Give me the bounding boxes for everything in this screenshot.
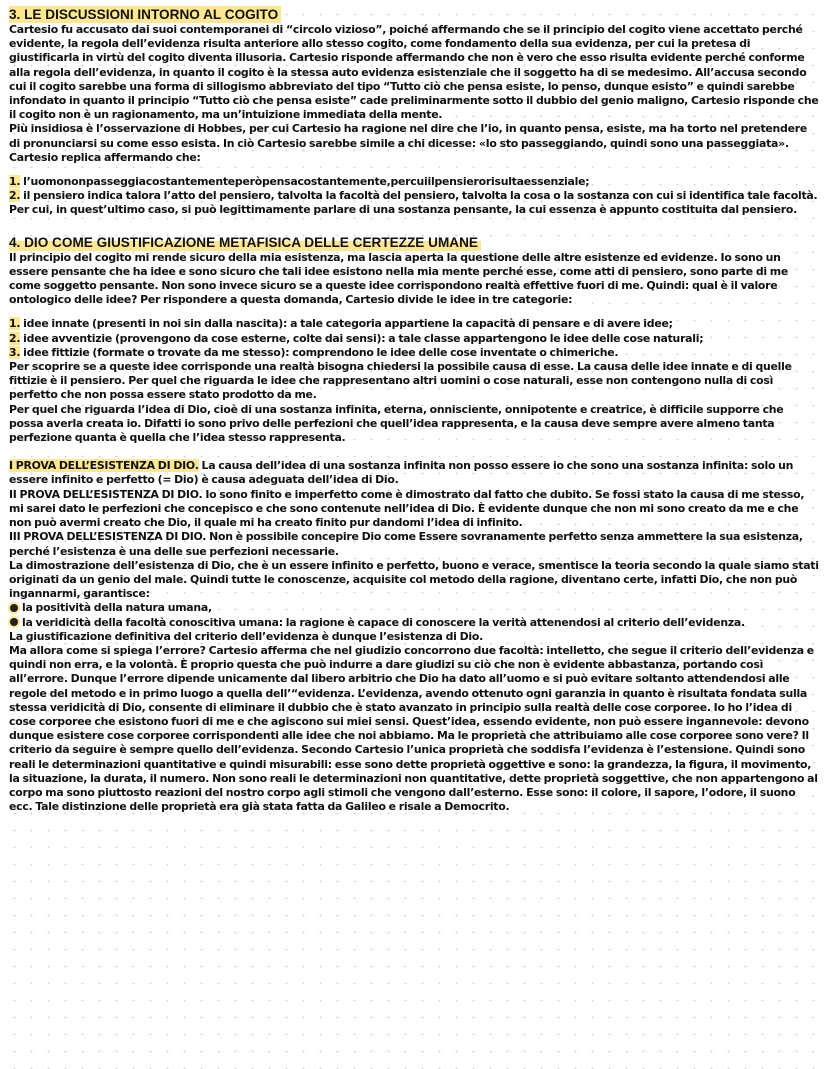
list-number: 2. — [9, 331, 21, 345]
bullet-icon — [10, 618, 18, 626]
proof-1 — [9, 459, 820, 487]
bullet-icon — [10, 604, 18, 612]
list-item — [9, 317, 820, 331]
list-text: idee innate (presenti in noi sin dalla nascita): a tale categoria appartiene la capacità di pensare e di avere idee; — [23, 317, 673, 331]
list-number: 3. — [9, 345, 21, 359]
section-3-title: 3. LE DISCUSSIONI INTORNO AL COGITO — [9, 6, 281, 23]
list-text: il pensiero indica talora l’atto del pensiero, talvolta la facoltà del pensiero, talvolta la cosa o la sostanza con cui si identifica tale facoltà. Per cui, in quest’ultimo caso, si può legittimamente parlare di una sostanza pensante, la cui essenza è appunto costituita dal pensiero. — [9, 189, 818, 217]
proof-2-label: II PROVA DELL’ESISTENZA DI DIO. — [9, 487, 203, 501]
proof-2 — [9, 488, 820, 531]
proof-1-text: La causa dell’idea di una sostanza infinita non posso essere io che sono una sostanza infinita: solo un essere infinito e perfetto (= Dio) è causa adeguata dell’idea di Dio. — [9, 459, 794, 487]
proof-1-label: I PROVA DELL’ESISTENZA DI DIO. — [9, 459, 199, 473]
list-text: idee fittizie (formate o trovate da me stesso): comprendono le idee delle cose inventate o chimeriche. — [23, 345, 619, 359]
bullet-text: la positività della natura umana, — [22, 601, 212, 615]
proof-3-text: Non è possibile concepire Dio come Essere sovranamente perfetto senza ammettere la sua esistenza, perché l’esistenza è una delle sue perfezioni necessarie. — [9, 530, 803, 558]
justification-paragraph: La giustificazione definitiva del criterio dell’evidenza è dunque l’esistenza di Dio. — [9, 629, 483, 643]
bullet-item — [9, 616, 820, 630]
list-item — [9, 332, 820, 346]
section-4-paragraph-2: Per scoprire se a queste idee corrisponde una realtà bisogna chiedersi la possibile causa di esse. La causa delle idee innate e di quelle fittizie è il pensiero. Per quel che riguarda le idee che rappresentano altri uomini o cose naturali, esse non contengono nulla di così perfetto che non possa essere stato prodotto da me. — [9, 360, 792, 402]
proof-3-label: III PROVA DELL’ESISTENZA DI DIO. — [9, 530, 207, 544]
error-paragraph: Ma allora come si spiega l’errore? Cartesio afferma che nel giudizio concorrono due facoltà: intelletto, che segue il criterio dell’evidenza e quindi non erra, e la volontà. È proprio questa che può indurre a dare giudizi su ciò che non è evidente abbastanza, portando così all’errore. Dunque l’errore dipende unicamente dal libero arbitrio che Dio ha dato all’uomo e si può evitare soltanto attendendosi alle regole del metodo e in primo luogo a quella dell’“evidenza. L’evidenza, avendo ottenuto ogni garanzia in quanto è risultata fondata sulla stessa veridicità di Dio, consente di eliminare il dubbio che è stato avanzato in principio sulla realtà delle cose corporee. Io ho l’idea di cose corporee che esistono fuori di me e che agiscono sui miei sensi. Quest’idea, essendo evidente, non può essere ingannevole: devono dunque esistere cose corporee corrispondenti alle idee che noi abbiamo. Ma le proprietà che attribuiamo alle cose corporee sono vere? Il criterio da seguire è sempre quello dell’evidenza. Secondo Cartesio l’unica proprietà che soddisfa l’evidenza è l’estensione. Quindi sono reali le determinazioni quantitative e quindi misurabili: esse sono dette proprietà oggettive e sono: la grandezza, la figura, il movimento, la situazione, la durata, il numero. Non sono reali le determinazioni non quantitative, dette proprietà soggettive, che non appartengono al corpo ma sono piuttosto reazioni del nostro corpo agli stimoli che vengono dall’esterno. Esse sono: il colore, il sapore, l’odore, il suono ecc. Tale distinzione delle proprietà era già stata fatta da Galileo e risale a Democrito. — [9, 643, 818, 814]
list-text: l’uomononpasseggiacostantementeperòpensacostantemente,percuiilpensierorisultaessenziale; — [23, 175, 590, 189]
section-3-paragraph-2: Più insidiosa è l’osservazione di Hobbes, per cui Cartesio ha ragione nel dire che l’io, in quanto pensa, esiste, ma ha torto nel pretendere di pronunciarsi su come esso esista. In ciò Cartesio sarebbe simile a chi dicesse: «Io sto passeggiando, quindi sono una passeggiata». Cartesio replica affermando che: — [9, 122, 807, 164]
section-4-title: 4. DIO COME GIUSTIFICAZIONE METAFISICA DELLE CERTEZZE UMANE — [9, 234, 481, 251]
demonstration-paragraph: La dimostrazione dell’esistenza di Dio, che è un essere infinito e perfetto, buono e verace, smentisce la teoria secondo la quale siamo stati originati da un genio del male. Quindi tutte le conoscenze, acquisite col metodo della ragione, diventano certe, infatti Dio, che non può ingannarmi, garantisce: — [9, 558, 819, 601]
bullet-item — [9, 601, 820, 615]
list-item — [9, 189, 820, 217]
section-4-paragraph-1: Il principio del cogito mi rende sicuro della mia esistenza, ma lascia aperta la questione delle altre esistenze ed evidenze. Io sono un essere pensante che ha idee e sono sicuro che tali idee esistono nella mia mente perché esse, come atti di pensiero, sono parte di me come soggetto pensante. Non sono invece sicuro se a queste idee corrispondono realtà effettive fuori di me. Quindi: qual è il valore ontologico delle idee? Per rispondere a questa domanda, Cartesio divide le idee in tre categorie: — [9, 250, 789, 307]
bullet-text: la veridicità della facoltà conoscitiva umana: la ragione è capace di conoscere la verità attenendosi al criterio dell’evidenza. — [22, 615, 745, 629]
list-number: 2. — [9, 189, 21, 203]
section-4-paragraph-3: Per quel che riguarda l’idea di Dio, cioè di una sostanza infinita, eterna, onnisciente, onnipotente e creatrice, è difficile supporre che possa averla creata io. Difatti io sono privo delle perfezioni che quell’idea rappresenta, e la causa deve sempre avere almeno tanta perfezione quanta è quella che l’idea stesso rappresenta. — [9, 402, 784, 445]
proof-2-text: Io sono finito e imperfetto come è dimostrato dal fatto che dubito. Se fossi stato la causa di me stesso, mi sarei dato le perfezioni che concepisco e che sono contenute nell’idea di Dio. È evidente dunque che non mi sono creato da me e che non può avermi creato che Dio, il quale mi ha creato finito pur dandomi l’idea di infinito. — [9, 487, 805, 530]
list-number: 1. — [9, 175, 21, 189]
section-3-paragraph-1: Cartesio fu accusato dai suoi contemporanei di “circolo vizioso”, poiché affermando che se il principio del cogito viene accettato perché evidente, la regola dell’evidenza risulta anteriore allo stesso cogito, come fondamento della sua evidenza, per cui la pretesa di giustificarla in virtù del cogito diventa illusoria. Cartesio risponde affermando che non è vero che esso risulta evidente perché conforme alla regola dell’evidenza, in quanto il cogito è la stessa auto evidenza esistenziale che il soggetto ha di se medesimo. All’accusa secondo cui il cogito sarebbe una forma di sillogismo abbreviato del tipo “Tutto ciò che pensa esiste, lo penso, dunque esisto” e quindi sarebbe infondato in quanto il principio “Tutto ciò che pensa esiste” cade preliminarmente sotto il dubbio del genio maligno, Cartesio risponde che il cogito non è un ragionamento, ma un’intuizione immediata della mente. — [9, 23, 819, 122]
list-text: idee avventizie (provengono da cose esterne, colte dai sensi): a tale classe appartengono le idee delle cose naturali; — [23, 331, 704, 345]
list-number: 1. — [9, 317, 21, 331]
list-item — [9, 346, 820, 360]
proof-3 — [9, 530, 820, 558]
list-item — [9, 175, 820, 189]
